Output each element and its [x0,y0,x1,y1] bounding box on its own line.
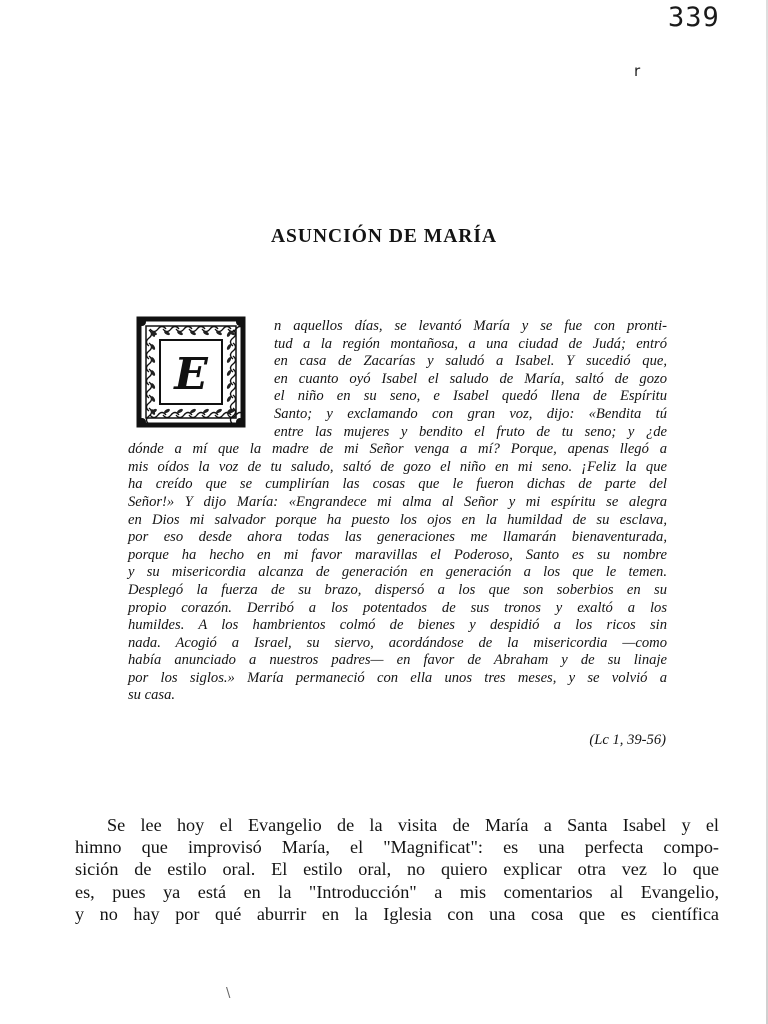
gospel-line: nada. Acogió a Israel, su siervo, acordándose de la misericordia —como [128,634,667,651]
gospel-line: Santo; y exclamando con gran voz, dijo: «Bendita tú [274,405,667,422]
gospel-line: en cuanto oyó Isabel el saludo de María, saltó de gozo [274,370,667,387]
gospel-line: en casa de Zacarías y saludó a Isabel. Y sucedió que, [274,353,667,370]
gospel-line: humildes. A los hambrientos colmó de bienes y despidió a los ricos sin [128,617,667,634]
gospel-line: Señor!» Y dijo María: «Engrandece mi alma al Señor y mi espíritu se alegra [128,493,667,510]
gospel-line: n aquellos días, se levantó María y se fue con pronti- [274,318,667,334]
initial-letter: E [174,349,208,400]
gospel-line: había anunciado a nuestros padres— en favor de Abraham y de su linaje [128,652,667,669]
stray-mark-top: r [634,62,641,80]
commentary-line: himno que improvisó María, el "Magnificat": es una perfecta compo- [75,837,719,858]
gospel-line: propio corazón. Derribó a los potentados de sus tronos y exaltó a los [128,599,667,616]
page-number: 339 [668,2,720,33]
gospel-line: por los siglos.» María permaneció con ella unos tres meses, y se volvió a [128,669,667,686]
gospel-line: entre las mujeres y bendito el fruto de tu seno; y ¿de [274,423,667,440]
commentary-line: sición de estilo oral. El estilo oral, no quiero explicar otra vez lo que [75,859,719,880]
chapter-title: ASUNCIÓN DE MARÍA [270,226,498,247]
gospel-line: el niño en su seno, e Isabel quedó llena de Espíritu [274,388,667,405]
gospel-line: porque ha hecho en mi favor maravillas el Poderoso, Santo es su nombre [128,546,667,563]
stray-mark-bottom: \ [226,986,231,1001]
gospel-line: dónde a mí que la madre de mi Señor venga a mí? Porque, apenas llegó a [128,441,667,458]
commentary-line: es, pues ya está en la "Introducción" a mis comentarios al Evangelio, [75,881,719,902]
gospel-line: tud a la región montañosa, a una ciudad de Judá; entró [274,335,667,352]
commentary-line: y no hay por qué aburrir en la Iglesia con una cosa que es científica [75,903,719,924]
gospel-line: mis oídos la voz de tu saludo, saltó de gozo el niño en mi seno. ¡Feliz la que [128,458,667,475]
gospel-line: y su misericordia alcanza de generación en generación a los que le temen. [128,564,667,581]
gospel-citation: (Lc 1, 39-56) [589,732,666,748]
gospel-line: Desplegó la fuerza de su brazo, dispersó a los que son soberbios en su [128,581,667,598]
commentary-paragraph [75,814,719,925]
gospel-line: por eso desde ahora todas las generaciones me llamarán bienaventurada, [128,529,667,546]
gospel-passage [128,318,667,705]
gospel-line: en Dios mi salvador porque ha puesto los ojos en la humildad de su esclava, [128,511,667,528]
commentary-line: Se lee hoy el Evangelio de la visita de María a Santa Isabel y el [107,815,719,835]
gospel-line: su casa. [128,687,176,704]
gospel-line: ha creído que se cumplirían las cosas que le fueron dichas de parte del [128,476,667,493]
